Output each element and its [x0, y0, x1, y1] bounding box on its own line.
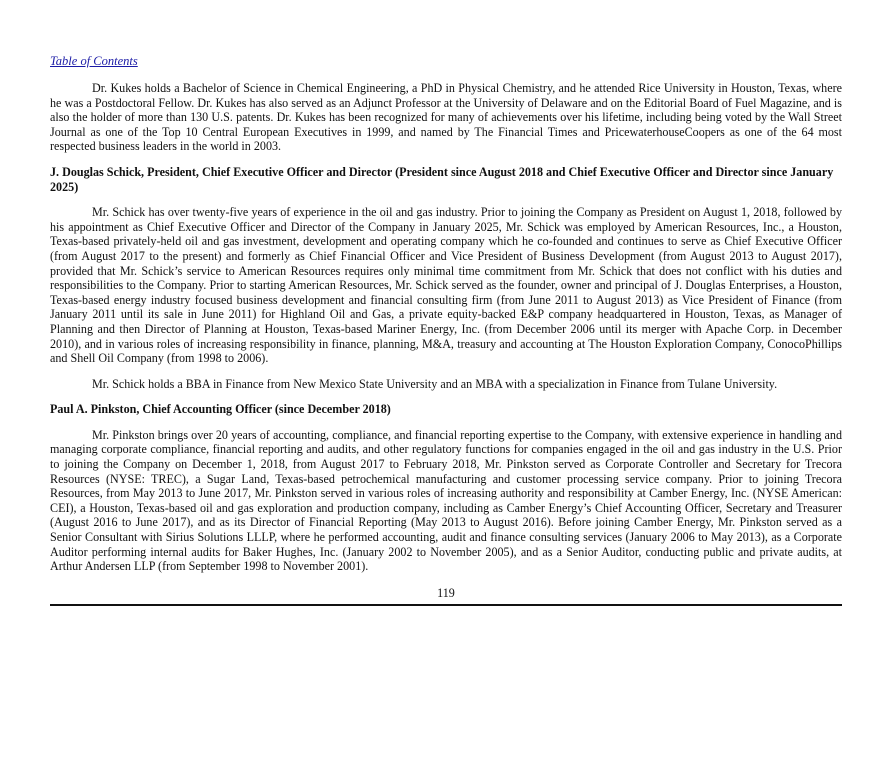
pinkston-experience-paragraph: Mr. Pinkston brings over 20 years of accounting, compliance, and financial reporting expertise to the Company, with extensive experience in handling and managing corporate compliance, financial reporting and audits, and other regulatory functions for companies engaged in the oil and gas industry in the U.S. Prior to joining the Company on December 1, 2018, from August 2017 to February 2018, Mr. Pinkston served as Corporate Controller and Secretary for Trecora Resources (NYSE: TREC), a Sugar Land, Texas-based petrochemical manufacturing and customer processing service company. Prior to joining Trecora Resources, from May 2013 to June 2017, Mr. Pinkston served in various roles of increasing authority and responsibility at Camber Energy, Inc. (NYSE American: CEI), a Houston, Texas-based oil and gas exploration and production company, including as Camber Energy’s Chief Accounting Officer, Secretary and Treasurer (August 2016 to June 2017), and as its Director of Financial Reporting (May 2013 to August 2016). Before joining Camber Energy, Mr. Pinkston served as a Senior Consultant with Sirius Solutions LLLP, where he performed accounting, audit and finance consulting services (January 2006 to May 2013), as a Corporate Auditor performing internal audits for Baker Hughes, Inc. (January 2002 to November 2005), and as a Senior Auditor, conducting public and private audits, at Arthur Andersen LLP (from September 1998 to November 2001).: [50, 427, 842, 574]
table-of-contents-link[interactable]: Table of Contents: [50, 54, 138, 68]
page-footer: [50, 586, 842, 606]
footer-divider: [50, 604, 842, 606]
document-page: [50, 52, 842, 585]
page-number: 119: [437, 586, 455, 600]
pinkston-heading: Paul A. Pinkston, Chief Accounting Officer (since December 2018): [50, 402, 391, 417]
schick-education-paragraph: Mr. Schick holds a BBA in Finance from New Mexico State University and an MBA with a specialization in Finance from Tulane University.: [92, 376, 778, 391]
kukes-education-paragraph: Dr. Kukes holds a Bachelor of Science in Chemical Engineering, a PhD in Physical Chemistry, and he attended Rice University in Houston, Texas, where he was a Postdoctoral Fellow. Dr. Kukes has also served as an Adjunct Professor at the University of Delaware and on the Editorial Board of Fuel Magazine, and is also the holder of more than 130 U.S. patents. Dr. Kukes has been recognized for many of achievements over his lifetime, including being voted by the Wall Street Journal as one of the Top 10 Central European Executives in 1999, and named by The Financial Times and PricewaterhouseCoopers as one of the 64 most respected business leaders in the world in 2003.: [50, 81, 842, 154]
schick-heading: J. Douglas Schick, President, Chief Executive Officer and Director (President since August 2018 and Chief Executive Officer and Director since January 2025): [50, 164, 834, 194]
schick-experience-paragraph: Mr. Schick has over twenty-five years of experience in the oil and gas industry. Prior to joining the Company as President on August 1, 2018, followed by his appointment as Chief Executive Officer and Director of the Company in January 2025, Mr. Schick was employed by American Resources, Inc., a Houston, Texas-based privately-held oil and gas investment, development and operating company which he co-founded and continues to serve as Chief Executive Officer (from August 2017 to the present) and formerly as Chief Financial Officer and Vice President of Business Development (from August 2013 to August 2017), provided that Mr. Schick’s service to American Resources requires only minimal time commitment from Mr. Schick that does not conflict with his duties and responsibilities to the Company. Prior to starting American Resources, Mr. Schick served as the founder, owner and principal of J. Douglas Enterprises, a Houston, Texas-based energy industry focused business development and financial consulting firm (from June 2011 to August 2013) as Vice President of Finance (from January 2011 until its sale in June 2011) for Highland Oil and Gas, a private equity-backed E&P company headquartered in Houston, Texas, as Manager of Planning and then Director of Planning at Houston, Texas-based Mariner Energy, Inc. (from December 2006 until its merger with Apache Corp. in December 2010), and in various roles of increasing responsibility in finance, planning, M&A, treasury and accounting at The Houston Exploration Company, ConocoPhillips and Shell Oil Company (from 1998 to 2006).: [50, 205, 842, 366]
